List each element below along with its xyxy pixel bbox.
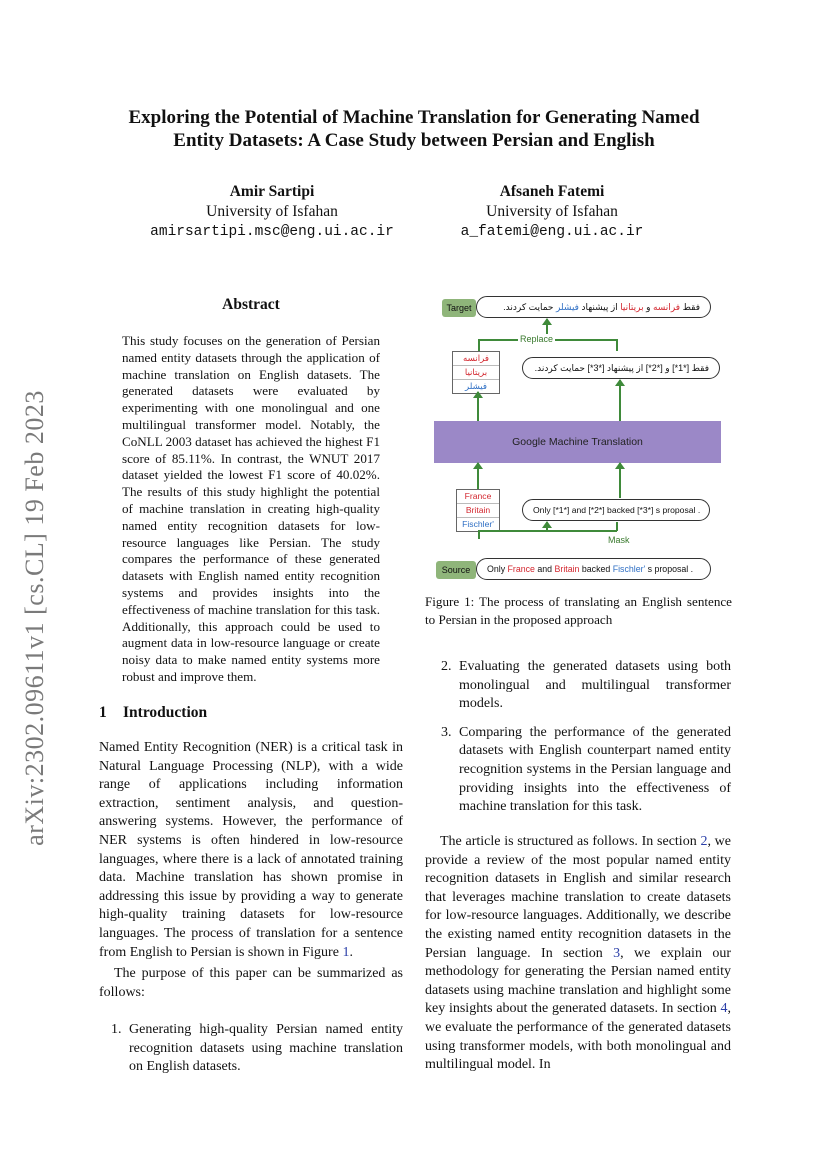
english-entity-box	[456, 489, 500, 532]
intro-paragraph-2: The purpose of this paper can be summarized as follows:	[99, 966, 403, 1000]
list-item-number: 1.	[111, 1022, 122, 1037]
list-item	[99, 1021, 403, 1077]
source-sentence	[476, 558, 711, 580]
figure-caption: Figure 1: The process of translating an English sentence to Persian in the proposed approach	[425, 594, 732, 627]
section-reference-link[interactable]: 2	[700, 834, 708, 849]
replace-connector-right	[616, 339, 618, 351]
target-entity: بریتانیا	[620, 302, 644, 312]
source-text: backed	[579, 564, 613, 574]
masked-persian-sentence: فقط [*1*] و [*2*] از پیشنهاد [*3*] حمایت کردند.	[522, 357, 720, 379]
source-entity: France	[507, 564, 535, 574]
abstract-text: This study focuses on the generation of Persian named entity datasets through the application of machine translation on English datasets. The generated datasets were evaluated by experimenting with one monolingual and one multilingual transformer model. Notably, the CoNLL 2003 dataset has achieved the highest F1 score of 85.11%. In contrast, the WNUT 2017 dataset yielded the lowest F1 score of 40.02%. The results of this study highlight the potential of machine translation in creating high-quality named entity recognition datasets for low-resource languages like Persian. The study compares the performance of these generated datasets with English named entity recognition systems and provides insights into the effectiveness of machine translation for this task. Additionally, this approach could be used to augment data in low-resource language or create noisy data to make named entity systems more robust and improve them.	[122, 333, 380, 684]
author-block-1	[122, 182, 422, 242]
section-heading-introduction	[99, 704, 207, 722]
figure-reference-link[interactable]: 1	[342, 944, 350, 960]
paragraph-text: , we provide a review of the most popular named entity recognition datasets in English and similar research that leverages machine translation to create datasets for low-resource languages. Additionally, we describe the existing named entity recognition datasets in the Persian language. In section	[425, 834, 731, 961]
list-item-number: 3.	[441, 724, 452, 740]
author-block-2	[402, 182, 702, 242]
author-affiliation: University of Isfahan	[206, 203, 338, 220]
author-affiliation: University of Isfahan	[486, 203, 618, 220]
english-entity: Fischler'	[462, 519, 494, 529]
arrow-masked-english-to-gmt	[619, 463, 621, 498]
paragraph-text: The article is structured as follows. In section	[440, 834, 701, 849]
paper-title-line-1: Exploring the Potential of Machine Translation for Generating Named	[128, 107, 700, 128]
list-item-number: 2.	[441, 659, 452, 674]
intro-paragraph-1-end: .	[349, 944, 353, 960]
arrow-gmt-to-persian-entities	[477, 392, 479, 421]
article-structure-paragraph	[425, 833, 731, 1075]
target-text: حمایت کردند.	[503, 302, 556, 312]
target-tag: Target	[442, 299, 476, 317]
replace-connector-left	[478, 339, 480, 351]
persian-entity: فرانسه	[453, 352, 499, 366]
author-email: amirsartipi.msc@eng.ui.ac.ir	[150, 224, 394, 240]
replace-label: Replace	[520, 334, 554, 344]
paper-title	[100, 106, 728, 152]
persian-entity: فیشلر	[465, 381, 487, 391]
section-reference-link[interactable]: 3	[613, 945, 621, 961]
arrow-gmt-to-masked-persian	[619, 380, 621, 421]
arxiv-identifier-stamp: arXiv:2302.09611v1 [cs.CL] 19 Feb 2023	[20, 390, 49, 846]
list-item	[429, 724, 731, 817]
section-title: Introduction	[123, 704, 208, 721]
mask-connector-right	[616, 522, 618, 531]
figure-translation-pipeline	[440, 292, 722, 584]
paragraph-text: , we explain our methodology for generating the Persian named entity datasets using machine translation and highlight some key insights about the generated datasets. In section	[425, 945, 731, 1017]
author-name: Amir Sartipi	[229, 183, 315, 200]
mask-connector-left	[478, 531, 480, 539]
source-entity: Fischler'	[612, 564, 646, 574]
target-text: و	[643, 302, 653, 312]
mask-label: Mask	[608, 535, 630, 545]
paragraph-text: , we evaluate the performance of the generated datasets using transformer models, with both monolingual and multilingual model. In	[425, 1001, 731, 1073]
source-text: and	[534, 564, 555, 574]
persian-entity: بریتانیا	[453, 366, 499, 380]
list-item-text: Generating high-quality Persian named entity recognition datasets using machine translation on English datasets.	[129, 1022, 403, 1075]
target-text: از پیشنهاد	[578, 302, 621, 312]
masked-english-sentence: Only [*1*] and [*2*] backed [*3*] s proposal .	[522, 499, 710, 521]
source-text: s proposal .	[645, 564, 694, 574]
english-entity: France	[457, 490, 499, 504]
persian-entity-box	[452, 351, 500, 394]
source-text: Only	[487, 564, 508, 574]
abstract-heading: Abstract	[222, 296, 280, 313]
intro-paragraph-1-text: Named Entity Recognition (NER) is a critical task in Natural Language Processing (NLP), with a wide range of applications including information extraction, sentiment analysis, and question-answering systems. However, the performance of NER systems is often hindered in low-resource languages, where there is a lack of annotated training data. Machine translation has shown promise in addressing this issue by providing a way to generate high-quality training datasets for low-resource languages. The process of translation for a sentence from English to Persian is shown in Figure	[99, 740, 403, 960]
target-text: فقط	[680, 302, 700, 312]
target-sentence	[476, 296, 711, 318]
list-item	[429, 658, 731, 714]
paper-title-line-2: Entity Datasets: A Case Study between Persian and English	[173, 130, 655, 151]
section-reference-link[interactable]: 4	[720, 1001, 728, 1017]
contribution-list-right	[429, 658, 731, 817]
google-machine-translation-block: Google Machine Translation	[434, 421, 721, 463]
target-entity: فرانسه	[652, 302, 681, 312]
author-name: Afsaneh Fatemi	[499, 183, 605, 200]
source-tag: Source	[436, 561, 476, 579]
contribution-list-left	[99, 1021, 403, 1077]
arrow-english-entities-to-gmt	[477, 463, 479, 489]
source-entity: Britain	[554, 564, 580, 574]
list-item-text: Evaluating the generated datasets using both monolingual and multilingual transformer models.	[459, 659, 731, 712]
section-number: 1	[99, 704, 107, 721]
author-email: a_fatemi@eng.ui.ac.ir	[460, 224, 644, 240]
target-entity: فیشلر	[555, 302, 579, 312]
intro-paragraph-1	[99, 739, 403, 962]
list-item-text: Comparing the performance of the generated datasets with English counterpart named entity recognition systems in the Persian language and providing insights into the effectiveness of machine translation for this task.	[459, 724, 731, 815]
english-entity: Britain	[457, 504, 499, 518]
mask-arrow	[546, 522, 548, 531]
